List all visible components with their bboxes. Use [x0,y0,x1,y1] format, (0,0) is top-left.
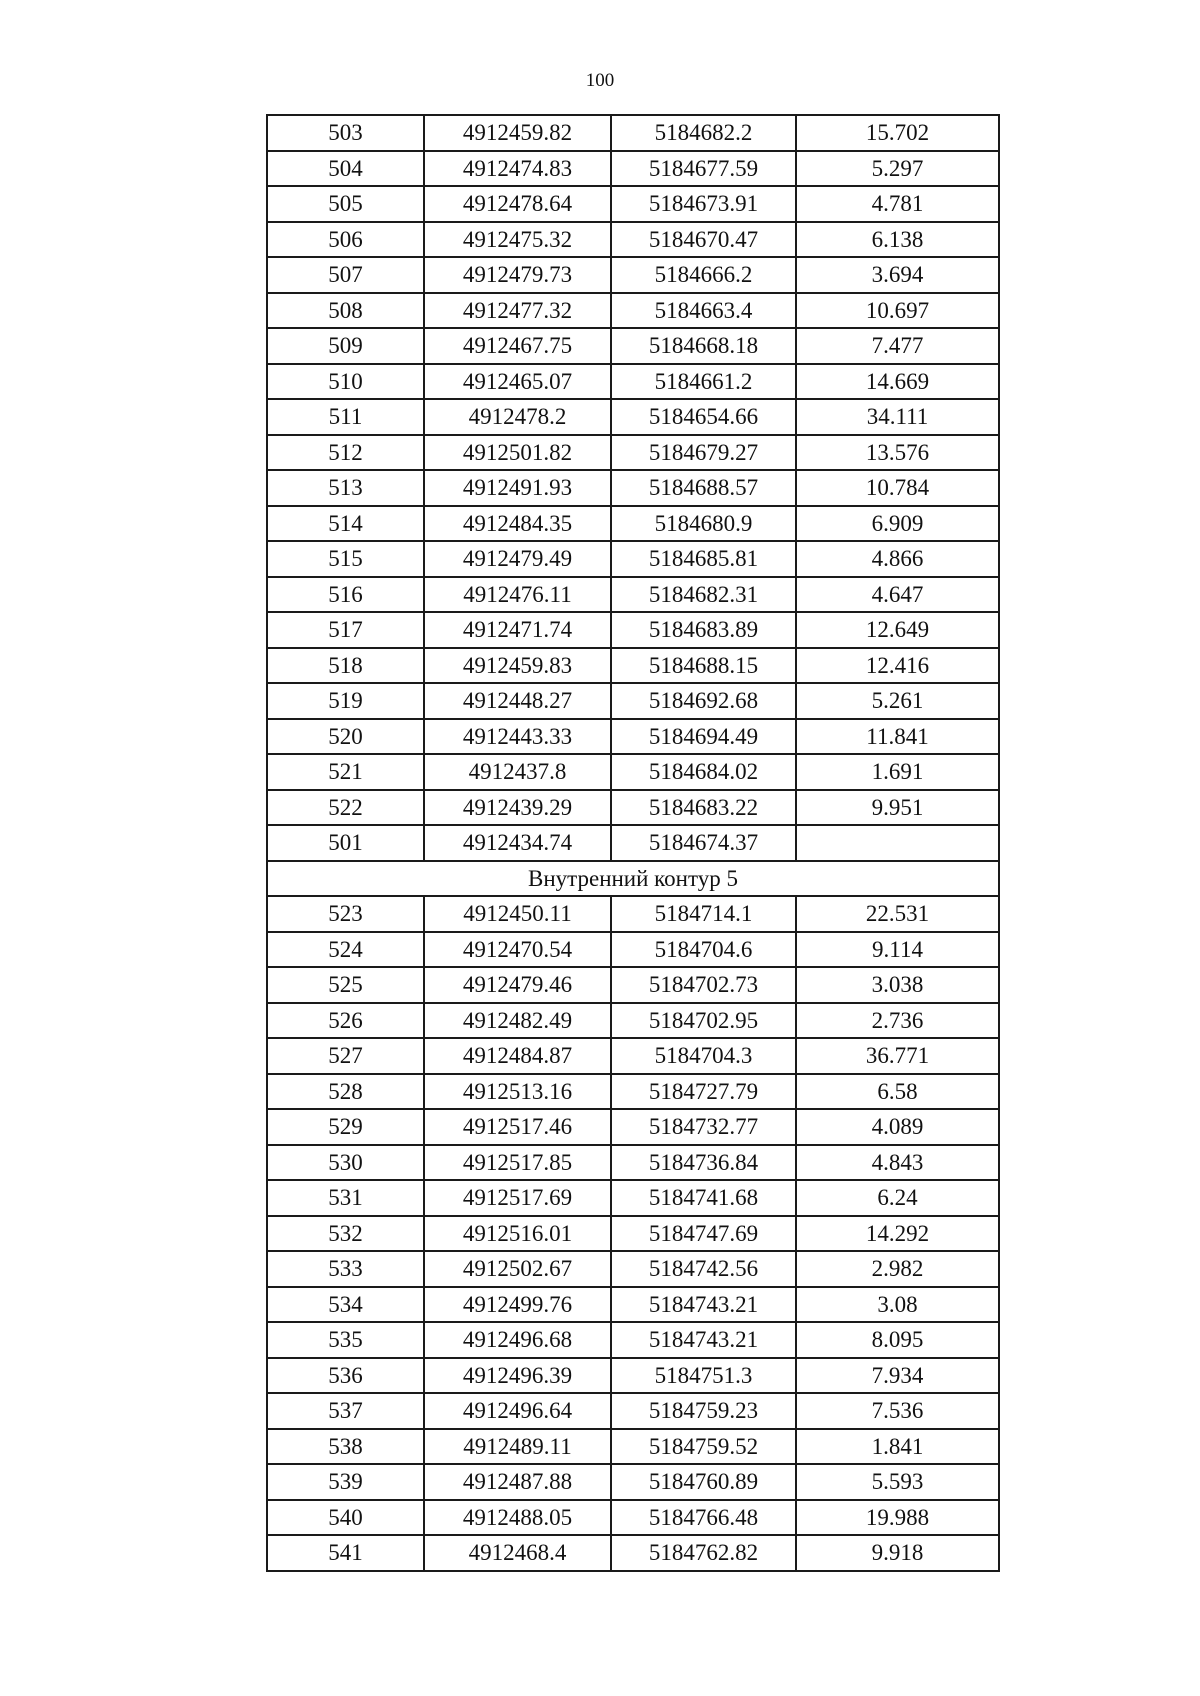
y-coordinate-cell: 5184743.21 [611,1287,796,1323]
table-row [267,1393,999,1429]
table-row [267,1358,999,1394]
point-number-cell: 517 [267,612,424,648]
point-number-cell: 510 [267,364,424,400]
y-coordinate-cell: 5184747.69 [611,1216,796,1252]
point-number-cell: 531 [267,1180,424,1216]
x-coordinate-cell: 4912437.8 [424,754,611,790]
table-row [267,151,999,187]
section-header-row [267,861,999,897]
table-row [267,1287,999,1323]
distance-cell: 12.416 [796,648,999,684]
x-coordinate-cell: 4912482.49 [424,1003,611,1039]
y-coordinate-cell: 5184682.2 [611,115,796,151]
distance-cell: 7.477 [796,328,999,364]
distance-cell: 6.138 [796,222,999,258]
table-row [267,470,999,506]
table-row [267,648,999,684]
point-number-cell: 507 [267,257,424,293]
distance-cell: 14.292 [796,1216,999,1252]
table-row [267,577,999,613]
table-row [267,541,999,577]
x-coordinate-cell: 4912479.49 [424,541,611,577]
y-coordinate-cell: 5184759.23 [611,1393,796,1429]
point-number-cell: 538 [267,1429,424,1465]
table-row [267,683,999,719]
table-row [267,186,999,222]
x-coordinate-cell: 4912517.85 [424,1145,611,1181]
point-number-cell: 519 [267,683,424,719]
point-number-cell: 524 [267,932,424,968]
y-coordinate-cell: 5184685.81 [611,541,796,577]
distance-cell [796,825,999,861]
x-coordinate-cell: 4912467.75 [424,328,611,364]
distance-cell: 15.702 [796,115,999,151]
point-number-cell: 503 [267,115,424,151]
table-row [267,435,999,471]
y-coordinate-cell: 5184751.3 [611,1358,796,1394]
table-row [267,1145,999,1181]
point-number-cell: 523 [267,896,424,932]
distance-cell: 3.038 [796,967,999,1003]
distance-cell: 1.841 [796,1429,999,1465]
y-coordinate-cell: 5184741.68 [611,1180,796,1216]
table-row [267,825,999,861]
distance-cell: 2.736 [796,1003,999,1039]
point-number-cell: 536 [267,1358,424,1394]
point-number-cell: 539 [267,1464,424,1500]
x-coordinate-cell: 4912476.11 [424,577,611,613]
x-coordinate-cell: 4912439.29 [424,790,611,826]
distance-cell: 5.297 [796,151,999,187]
x-coordinate-cell: 4912474.83 [424,151,611,187]
table-row [267,1038,999,1074]
x-coordinate-cell: 4912448.27 [424,683,611,719]
y-coordinate-cell: 5184714.1 [611,896,796,932]
table-row [267,115,999,151]
x-coordinate-cell: 4912516.01 [424,1216,611,1252]
distance-cell: 4.843 [796,1145,999,1181]
x-coordinate-cell: 4912459.82 [424,115,611,151]
y-coordinate-cell: 5184743.21 [611,1322,796,1358]
table-row [267,1003,999,1039]
x-coordinate-cell: 4912459.83 [424,648,611,684]
point-number-cell: 534 [267,1287,424,1323]
y-coordinate-cell: 5184688.57 [611,470,796,506]
distance-cell: 36.771 [796,1038,999,1074]
x-coordinate-cell: 4912499.76 [424,1287,611,1323]
table-row [267,1322,999,1358]
point-number-cell: 514 [267,506,424,542]
table-row [267,364,999,400]
table-row [267,1535,999,1571]
y-coordinate-cell: 5184694.49 [611,719,796,755]
distance-cell: 6.909 [796,506,999,542]
table-row [267,222,999,258]
y-coordinate-cell: 5184702.95 [611,1003,796,1039]
distance-cell: 1.691 [796,754,999,790]
x-coordinate-cell: 4912468.4 [424,1535,611,1571]
point-number-cell: 520 [267,719,424,755]
point-number-cell: 535 [267,1322,424,1358]
table-row [267,896,999,932]
table-row [267,1464,999,1500]
distance-cell: 12.649 [796,612,999,648]
point-number-cell: 526 [267,1003,424,1039]
distance-cell: 14.669 [796,364,999,400]
x-coordinate-cell: 4912496.39 [424,1358,611,1394]
x-coordinate-cell: 4912502.67 [424,1251,611,1287]
y-coordinate-cell: 5184663.4 [611,293,796,329]
distance-cell: 3.694 [796,257,999,293]
distance-cell: 5.261 [796,683,999,719]
point-number-cell: 540 [267,1500,424,1536]
point-number-cell: 527 [267,1038,424,1074]
point-number-cell: 512 [267,435,424,471]
x-coordinate-cell: 4912487.88 [424,1464,611,1500]
y-coordinate-cell: 5184759.52 [611,1429,796,1465]
distance-cell: 10.697 [796,293,999,329]
distance-cell: 3.08 [796,1287,999,1323]
point-number-cell: 509 [267,328,424,364]
y-coordinate-cell: 5184760.89 [611,1464,796,1500]
table-row [267,257,999,293]
x-coordinate-cell: 4912488.05 [424,1500,611,1536]
point-number-cell: 532 [267,1216,424,1252]
y-coordinate-cell: 5184683.22 [611,790,796,826]
point-number-cell: 530 [267,1145,424,1181]
distance-cell: 34.111 [796,399,999,435]
point-number-cell: 504 [267,151,424,187]
y-coordinate-cell: 5184680.9 [611,506,796,542]
y-coordinate-cell: 5184727.79 [611,1074,796,1110]
x-coordinate-cell: 4912434.74 [424,825,611,861]
point-number-cell: 525 [267,967,424,1003]
point-number-cell: 541 [267,1535,424,1571]
distance-cell: 6.58 [796,1074,999,1110]
y-coordinate-cell: 5184692.68 [611,683,796,719]
point-number-cell: 528 [267,1074,424,1110]
table-row [267,399,999,435]
x-coordinate-cell: 4912484.35 [424,506,611,542]
table-row [267,1180,999,1216]
y-coordinate-cell: 5184677.59 [611,151,796,187]
y-coordinate-cell: 5184704.3 [611,1038,796,1074]
point-number-cell: 516 [267,577,424,613]
table-row [267,719,999,755]
y-coordinate-cell: 5184661.2 [611,364,796,400]
table-row [267,1429,999,1465]
x-coordinate-cell: 4912470.54 [424,932,611,968]
y-coordinate-cell: 5184679.27 [611,435,796,471]
x-coordinate-cell: 4912471.74 [424,612,611,648]
y-coordinate-cell: 5184683.89 [611,612,796,648]
x-coordinate-cell: 4912513.16 [424,1074,611,1110]
x-coordinate-cell: 4912501.82 [424,435,611,471]
coordinates-table-body [267,115,999,1571]
x-coordinate-cell: 4912450.11 [424,896,611,932]
y-coordinate-cell: 5184673.91 [611,186,796,222]
distance-cell: 4.647 [796,577,999,613]
point-number-cell: 529 [267,1109,424,1145]
x-coordinate-cell: 4912484.87 [424,1038,611,1074]
distance-cell: 2.982 [796,1251,999,1287]
table-row [267,1109,999,1145]
point-number-cell: 521 [267,754,424,790]
table-row [267,967,999,1003]
x-coordinate-cell: 4912443.33 [424,719,611,755]
point-number-cell: 506 [267,222,424,258]
y-coordinate-cell: 5184666.2 [611,257,796,293]
y-coordinate-cell: 5184688.15 [611,648,796,684]
table-row [267,612,999,648]
x-coordinate-cell: 4912489.11 [424,1429,611,1465]
point-number-cell: 511 [267,399,424,435]
table-row [267,1074,999,1110]
y-coordinate-cell: 5184682.31 [611,577,796,613]
point-number-cell: 518 [267,648,424,684]
table-row [267,506,999,542]
x-coordinate-cell: 4912496.64 [424,1393,611,1429]
table-row [267,790,999,826]
distance-cell: 8.095 [796,1322,999,1358]
y-coordinate-cell: 5184684.02 [611,754,796,790]
table-row [267,1500,999,1536]
x-coordinate-cell: 4912478.2 [424,399,611,435]
x-coordinate-cell: 4912479.73 [424,257,611,293]
table-row [267,328,999,364]
x-coordinate-cell: 4912517.69 [424,1180,611,1216]
x-coordinate-cell: 4912517.46 [424,1109,611,1145]
page-number: 100 [585,70,615,91]
table-row [267,932,999,968]
y-coordinate-cell: 5184702.73 [611,967,796,1003]
y-coordinate-cell: 5184654.66 [611,399,796,435]
table-row [267,1216,999,1252]
distance-cell: 9.114 [796,932,999,968]
y-coordinate-cell: 5184674.37 [611,825,796,861]
y-coordinate-cell: 5184766.48 [611,1500,796,1536]
distance-cell: 6.24 [796,1180,999,1216]
y-coordinate-cell: 5184732.77 [611,1109,796,1145]
distance-cell: 4.866 [796,541,999,577]
y-coordinate-cell: 5184704.6 [611,932,796,968]
point-number-cell: 515 [267,541,424,577]
distance-cell: 10.784 [796,470,999,506]
distance-cell: 13.576 [796,435,999,471]
distance-cell: 19.988 [796,1500,999,1536]
distance-cell: 5.593 [796,1464,999,1500]
point-number-cell: 513 [267,470,424,506]
y-coordinate-cell: 5184742.56 [611,1251,796,1287]
coordinates-table [266,114,1000,1572]
y-coordinate-cell: 5184668.18 [611,328,796,364]
point-number-cell: 533 [267,1251,424,1287]
x-coordinate-cell: 4912477.32 [424,293,611,329]
x-coordinate-cell: 4912479.46 [424,967,611,1003]
table-row [267,293,999,329]
distance-cell: 7.934 [796,1358,999,1394]
y-coordinate-cell: 5184762.82 [611,1535,796,1571]
distance-cell: 4.089 [796,1109,999,1145]
table-row [267,754,999,790]
x-coordinate-cell: 4912465.07 [424,364,611,400]
x-coordinate-cell: 4912478.64 [424,186,611,222]
distance-cell: 9.918 [796,1535,999,1571]
point-number-cell: 505 [267,186,424,222]
point-number-cell: 537 [267,1393,424,1429]
distance-cell: 22.531 [796,896,999,932]
x-coordinate-cell: 4912475.32 [424,222,611,258]
table-row [267,1251,999,1287]
point-number-cell: 501 [267,825,424,861]
distance-cell: 7.536 [796,1393,999,1429]
x-coordinate-cell: 4912491.93 [424,470,611,506]
point-number-cell: 508 [267,293,424,329]
distance-cell: 4.781 [796,186,999,222]
distance-cell: 11.841 [796,719,999,755]
y-coordinate-cell: 5184670.47 [611,222,796,258]
y-coordinate-cell: 5184736.84 [611,1145,796,1181]
x-coordinate-cell: 4912496.68 [424,1322,611,1358]
section-title: Внутренний контур 5 [267,861,999,897]
distance-cell: 9.951 [796,790,999,826]
point-number-cell: 522 [267,790,424,826]
